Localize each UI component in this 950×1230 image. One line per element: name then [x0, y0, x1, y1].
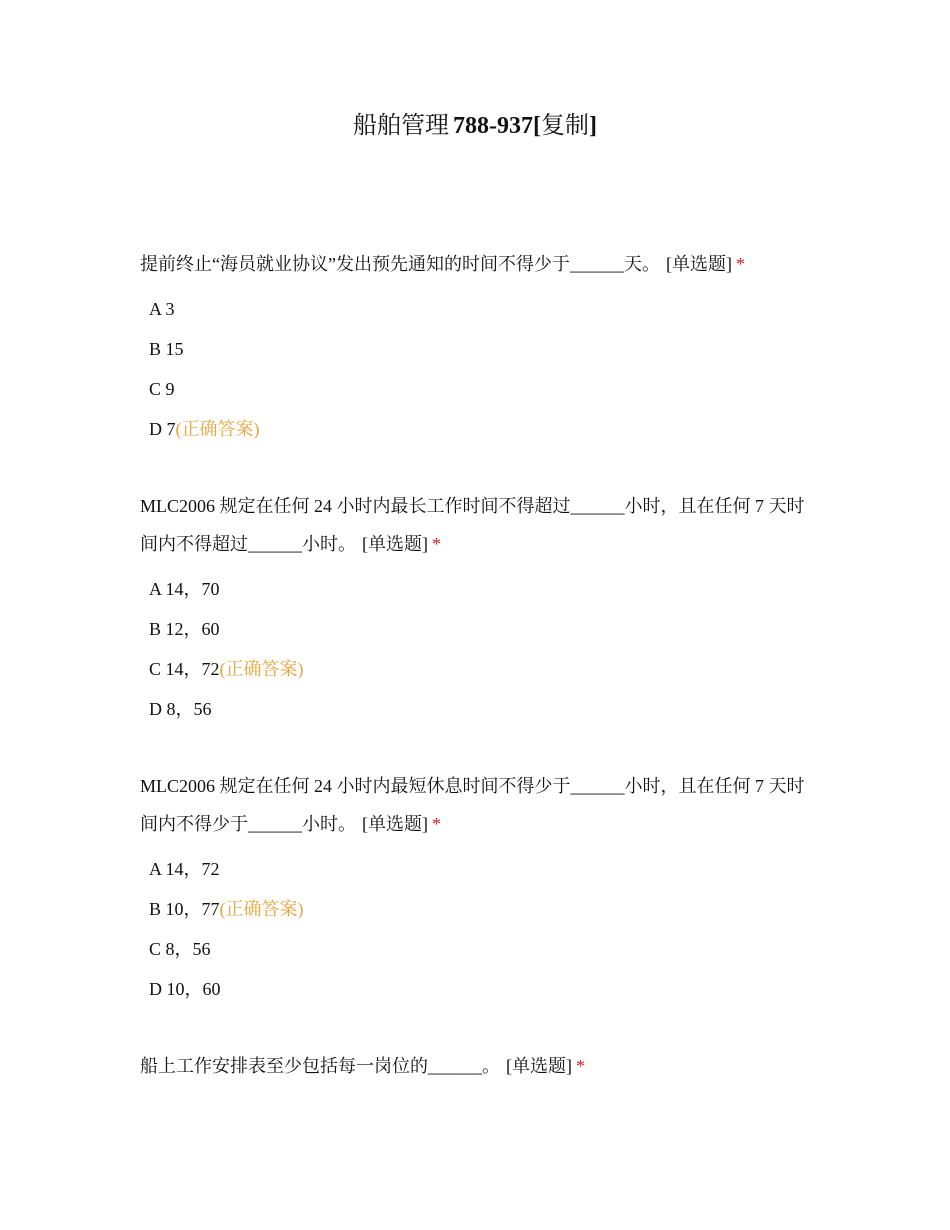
- question-1: [140, 245, 820, 449]
- option-d[interactable]: [140, 969, 820, 1009]
- question-text: [140, 1047, 820, 1085]
- question-type-label: [单选题]: [362, 534, 428, 554]
- option-a[interactable]: [140, 849, 820, 889]
- question-text: [140, 767, 820, 843]
- page-title: [0, 110, 950, 142]
- question-stem: 船上工作安排表至少包括每一岗位的______。: [140, 1056, 500, 1076]
- option-list: [140, 569, 820, 729]
- title-copy-label: 复制: [541, 113, 589, 139]
- required-star-icon: *: [735, 254, 745, 274]
- question-type-label: [单选题]: [362, 814, 428, 834]
- question-text: [140, 245, 820, 283]
- title-prefix: 船舶管理: [353, 113, 449, 139]
- question-stem: MLC2006 规定在任何 24 小时内最短休息时间不得少于______小时，且在任何 7 天时间内不得少于______小时。: [140, 776, 805, 834]
- required-star-icon: *: [432, 814, 441, 834]
- option-a[interactable]: [140, 569, 820, 609]
- required-star-icon: *: [576, 1056, 585, 1076]
- title-close-bracket: ]: [589, 113, 597, 139]
- correct-answer-tag: (正确答案): [219, 659, 304, 679]
- option-b[interactable]: [140, 609, 820, 649]
- option-b[interactable]: [140, 889, 820, 929]
- option-label: D 10，60: [149, 979, 221, 999]
- option-list: [140, 289, 820, 449]
- option-label: A 14，70: [149, 579, 220, 599]
- option-label: B 10，77: [149, 899, 220, 919]
- question-type-label: [单选题]: [506, 1056, 572, 1076]
- title-open-bracket: [: [533, 113, 541, 139]
- question-2: [140, 487, 820, 729]
- option-label: B 12，60: [149, 619, 220, 639]
- option-label: C 14，72: [149, 659, 220, 679]
- question-4: [140, 1047, 820, 1085]
- option-d[interactable]: [140, 689, 820, 729]
- option-label: A 3: [149, 299, 175, 319]
- title-number: 788-937: [453, 113, 533, 139]
- option-b[interactable]: [140, 329, 820, 369]
- option-label: C 8，56: [149, 939, 211, 959]
- question-stem: 提前终止“海员就业协议”发出预先通知的时间不得少于______天。: [140, 254, 660, 274]
- correct-answer-tag: (正确答案): [175, 419, 260, 439]
- question-stem: MLC2006 规定在任何 24 小时内最长工作时间不得超过______小时，且在任何 7 天时间内不得超过______小时。: [140, 496, 805, 554]
- option-label: A 14，72: [149, 859, 220, 879]
- option-c[interactable]: [140, 369, 820, 409]
- option-label: B 15: [149, 339, 184, 359]
- option-c[interactable]: [140, 929, 820, 969]
- question-type-label: [单选题]: [665, 254, 732, 274]
- option-list: [140, 849, 820, 1009]
- question-text: [140, 487, 820, 563]
- option-a[interactable]: [140, 289, 820, 329]
- option-d[interactable]: [140, 409, 820, 449]
- question-3: [140, 767, 820, 1009]
- correct-answer-tag: (正确答案): [219, 899, 304, 919]
- option-label: D 8，56: [149, 699, 212, 719]
- required-star-icon: *: [432, 534, 441, 554]
- option-label: C 9: [149, 379, 175, 399]
- option-c[interactable]: [140, 649, 820, 689]
- option-label: D 7: [149, 419, 176, 439]
